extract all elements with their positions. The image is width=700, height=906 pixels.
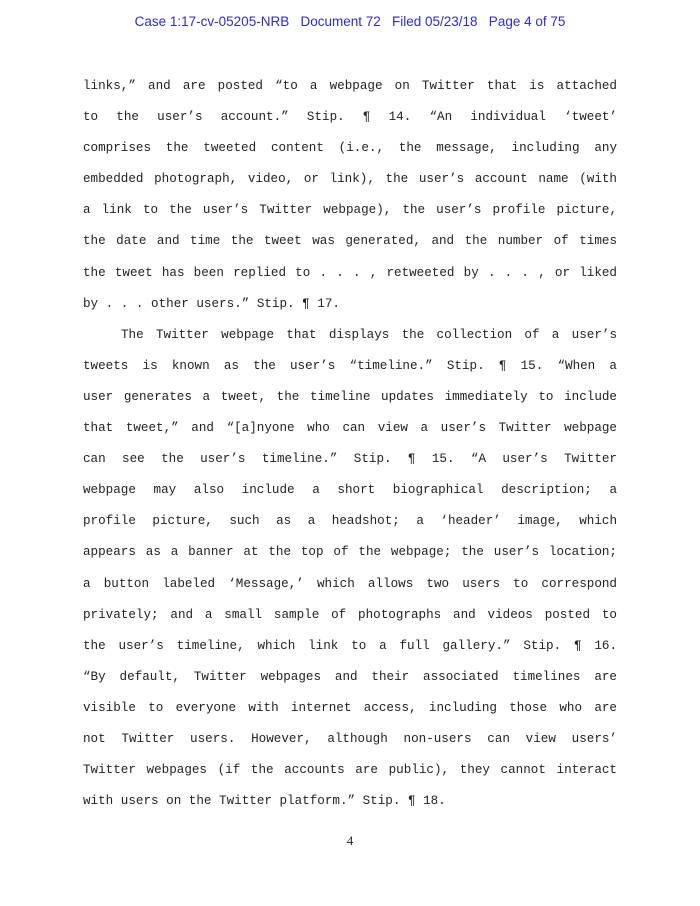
text-line: links,” and are posted “to a webpage on Twitter that is attached	[83, 79, 617, 93]
text-line: comprises the tweeted content (i.e., the message, including any	[83, 141, 617, 156]
ecf-filing-header: Case 1:17-cv-05205-NRB Document 72 Filed 05/23/18 Page 4 of 75	[134, 14, 566, 29]
text-line: the date and time the tweet was generated, and the number of times	[83, 234, 617, 249]
text-line: visible to everyone with internet access, including those who are	[83, 700, 617, 715]
document-body	[83, 71, 617, 817]
text-line: the user’s timeline, which link to a full gallery.” Stip. ¶ 16.	[83, 638, 617, 653]
text-line: to the user’s account.” Stip. ¶ 14. “An individual ‘tweet’	[83, 110, 617, 125]
text-line: that tweet,” and “[a]nyone who can view a user’s Twitter webpage	[83, 421, 617, 436]
text-line: appears as a banner at the top of the webpage; the user’s location;	[83, 545, 617, 560]
text-line: embedded photograph, video, or link), the user’s account name (with	[83, 172, 617, 187]
text-line: profile picture, such as a headshot; a ‘header’ image, which	[83, 514, 617, 529]
text-line: The Twitter webpage that displays the collection of a user’s	[121, 327, 617, 342]
paragraph-2	[83, 320, 617, 818]
text-line: the tweet has been replied to . . . , retweeted by . . . , or liked	[83, 265, 617, 280]
text-line: webpage may also include a short biographical description; a	[83, 483, 617, 498]
text-line: can see the user’s timeline.” Stip. ¶ 15. “A user’s Twitter	[83, 452, 617, 467]
text-line: a button labeled ‘Message,’ which allows two users to correspond	[83, 576, 617, 591]
text-line: not Twitter users. However, although non-users can view users’	[83, 731, 617, 746]
text-line: by . . . other users.” Stip. ¶ 17.	[83, 296, 340, 311]
text-line: “By default, Twitter webpages and their associated timelines are	[83, 669, 617, 684]
text-line: with users on the Twitter platform.” Stip. ¶ 18.	[83, 794, 446, 809]
text-line: Twitter webpages (if the accounts are public), they cannot interact	[83, 763, 617, 778]
paragraph-1	[83, 71, 617, 320]
text-line: a link to the user’s Twitter webpage), the user’s profile picture,	[83, 203, 617, 218]
text-line: user generates a tweet, the timeline updates immediately to include	[83, 389, 617, 404]
page-number: 4	[346, 833, 354, 848]
text-line: tweets is known as the user’s “timeline.” Stip. ¶ 15. “When a	[83, 358, 617, 373]
text-line: privately; and a small sample of photographs and videos posted to	[83, 607, 617, 622]
